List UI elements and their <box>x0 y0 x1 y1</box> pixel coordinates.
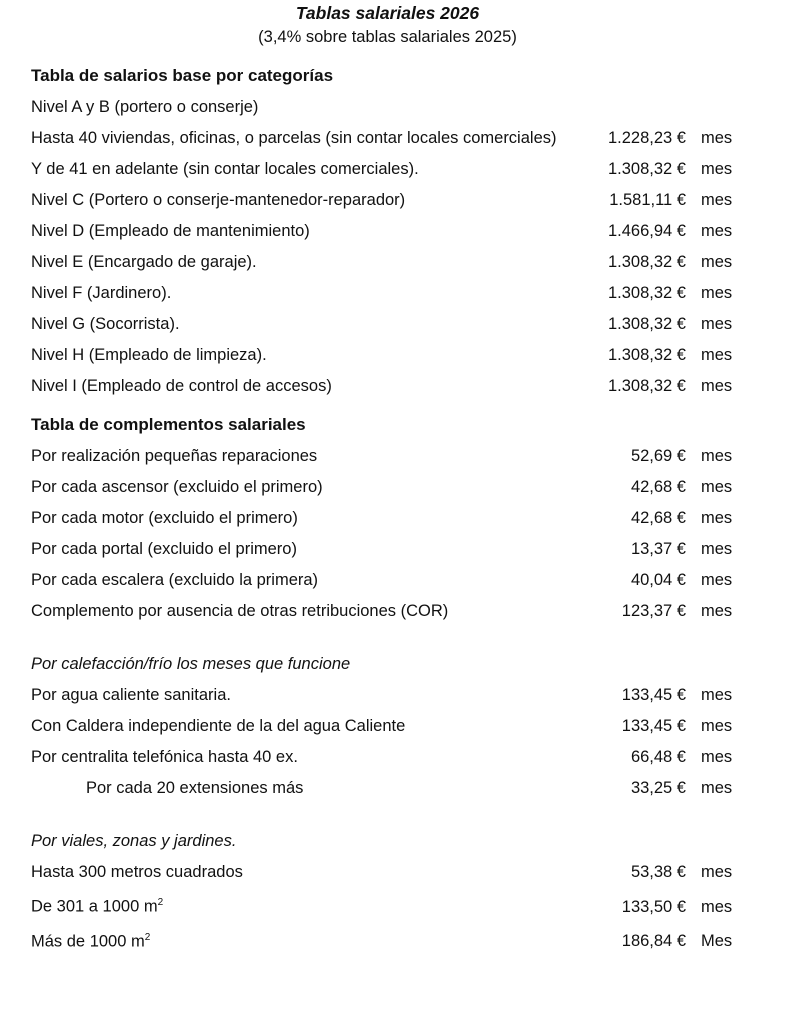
row-amount: 42,68 € <box>630 509 686 527</box>
table-row <box>31 149 771 180</box>
row-label <box>31 600 571 622</box>
row-unit: mes <box>701 509 733 527</box>
row-amount: 1.228,23 € <box>608 129 686 147</box>
row-label <box>31 476 571 498</box>
row-label <box>31 507 571 529</box>
row-label-text: Por cada 20 extensiones más <box>86 779 304 797</box>
row-label-text: Nivel C (Portero o conserje-mantenedor-reparador) <box>31 191 406 209</box>
row-label-text: Nivel G (Socorrista). <box>31 315 180 333</box>
section-heading: Por viales, zonas y jardines. <box>31 832 237 850</box>
row-amount: 133,50 € <box>621 897 686 916</box>
table-row <box>31 273 771 304</box>
row-unit: mes <box>701 253 733 271</box>
table-row <box>31 591 771 622</box>
row-unit: mes <box>701 779 733 797</box>
row-unit: mes <box>701 863 733 881</box>
table-row <box>31 335 771 366</box>
row-amount: 33,25 € <box>630 779 686 797</box>
row-label-text: Nivel D (Empleado de mantenimiento) <box>31 222 310 240</box>
row-label-text: Por cada portal (excluido el primero) <box>31 540 297 558</box>
row-unit: mes <box>701 717 733 735</box>
row-amount: 1.308,32 € <box>608 315 686 333</box>
table-row <box>31 118 771 149</box>
row-amount: 40,04 € <box>630 571 686 589</box>
section-heading: Tabla de salarios base por categorías <box>31 66 334 85</box>
section-spacer <box>31 397 771 414</box>
row-unit: mes <box>701 571 733 589</box>
table-row <box>31 918 771 953</box>
row-amount: 1.308,32 € <box>608 346 686 364</box>
row-label-text: Hasta 40 viviendas, oficinas, o parcelas (sin contar locales comerciales) <box>31 129 557 147</box>
table-row <box>31 180 771 211</box>
row-label <box>31 282 571 304</box>
section-spacer <box>31 799 771 830</box>
salary-tables <box>31 65 771 952</box>
row-label <box>31 344 571 366</box>
superscript: 2 <box>144 931 151 943</box>
table-row <box>31 467 771 498</box>
row-label-text: Hasta 300 metros cuadrados <box>31 863 243 881</box>
row-label <box>31 927 571 953</box>
row-unit: mes <box>701 447 733 465</box>
row-amount: 66,48 € <box>630 748 686 766</box>
row-amount: 42,68 € <box>630 478 686 496</box>
row-label-text: Más de 1000 m <box>31 932 145 950</box>
row-label <box>31 445 571 467</box>
row-label <box>31 158 571 180</box>
row-label <box>31 569 571 591</box>
table-row <box>31 706 771 737</box>
row-unit: mes <box>701 602 733 620</box>
table-row <box>31 211 771 242</box>
row-amount: 1.308,32 € <box>608 377 686 395</box>
row-unit: Mes <box>701 932 733 950</box>
row-amount: 133,45 € <box>621 686 686 704</box>
row-label-text: Por cada ascensor (excluido el primero) <box>31 478 323 496</box>
row-amount: 1.308,32 € <box>608 160 686 178</box>
row-unit: mes <box>701 377 733 395</box>
row-label-text: Nivel A y B (portero o conserje) <box>31 98 259 116</box>
row-label <box>31 127 571 149</box>
row-unit: mes <box>701 315 733 333</box>
table-row <box>31 529 771 560</box>
row-label <box>31 251 571 273</box>
row-amount: 1.466,94 € <box>608 222 686 240</box>
row-unit: mes <box>701 686 733 704</box>
row-label <box>31 313 571 335</box>
section <box>31 414 771 622</box>
row-label-text: Por centralita telefónica hasta 40 ex. <box>31 748 298 766</box>
row-unit: mes <box>701 540 733 558</box>
row-amount: 52,69 € <box>630 447 686 465</box>
row-label <box>31 715 571 737</box>
row-label-text: Complemento por ausencia de otras retribuciones (COR) <box>31 602 449 620</box>
row-label <box>31 861 571 883</box>
table-row <box>31 87 771 118</box>
row-amount: 53,38 € <box>630 863 686 881</box>
row-unit: mes <box>701 191 733 209</box>
row-label <box>31 220 571 242</box>
row-amount: 1.308,32 € <box>608 253 686 271</box>
table-row <box>31 498 771 529</box>
row-label-text: Nivel F (Jardinero). <box>31 284 172 302</box>
row-label <box>31 538 571 560</box>
row-label <box>31 189 571 211</box>
section-heading: Tabla de complementos salariales <box>31 415 306 434</box>
row-label-text: Con Caldera independiente de la del agua Caliente <box>31 717 406 735</box>
section <box>31 65 771 397</box>
row-amount: 1.581,11 € <box>609 191 686 209</box>
row-unit: mes <box>701 160 733 178</box>
document-title: Tablas salariales 2026 <box>295 3 480 23</box>
row-label-text: Y de 41 en adelante (sin contar locales comerciales). <box>31 160 419 178</box>
row-label-text: Por realización pequeñas reparaciones <box>31 447 318 465</box>
row-label-text: De 301 a 1000 m <box>31 897 158 916</box>
table-row <box>31 436 771 467</box>
row-unit: mes <box>701 346 733 364</box>
table-row <box>31 366 771 397</box>
row-label <box>31 892 571 918</box>
section-spacer <box>31 622 771 653</box>
row-unit: mes <box>701 897 733 916</box>
row-amount: 1.308,32 € <box>608 284 686 302</box>
row-label-text: Por cada escalera (excluido la primera) <box>31 571 319 589</box>
row-label <box>31 777 626 799</box>
section <box>31 653 771 799</box>
document-subtitle: (3,4% sobre tablas salariales 2025) <box>258 28 517 46</box>
row-label-text: Nivel H (Empleado de limpieza). <box>31 346 267 364</box>
row-label <box>31 375 571 397</box>
row-label <box>31 684 571 706</box>
table-row <box>31 852 771 883</box>
row-unit: mes <box>701 478 733 496</box>
row-label-text: Por agua caliente sanitaria. <box>31 686 231 704</box>
superscript: 2 <box>157 897 164 908</box>
row-unit: mes <box>701 748 733 766</box>
row-unit: mes <box>701 284 733 302</box>
table-row <box>31 883 771 918</box>
table-row <box>31 242 771 273</box>
section <box>31 830 771 952</box>
table-row <box>31 675 771 706</box>
row-amount: 123,37 € <box>621 602 686 620</box>
table-row <box>31 768 771 799</box>
row-unit: mes <box>701 129 733 147</box>
row-label <box>31 746 571 768</box>
table-row <box>31 560 771 591</box>
row-amount: 133,45 € <box>621 717 686 735</box>
table-row <box>31 304 771 335</box>
row-amount: 186,84 € <box>621 932 686 950</box>
section-heading: Por calefacción/frío los meses que funcione <box>31 655 351 673</box>
row-unit: mes <box>701 222 733 240</box>
row-amount: 13,37 € <box>630 540 686 558</box>
row-label-text: Por cada motor (excluido el primero) <box>31 509 298 527</box>
row-label-text: Nivel I (Empleado de control de accesos) <box>31 377 332 395</box>
row-label-text: Nivel E (Encargado de garaje). <box>31 253 257 271</box>
table-row <box>31 737 771 768</box>
row-label <box>31 96 571 118</box>
